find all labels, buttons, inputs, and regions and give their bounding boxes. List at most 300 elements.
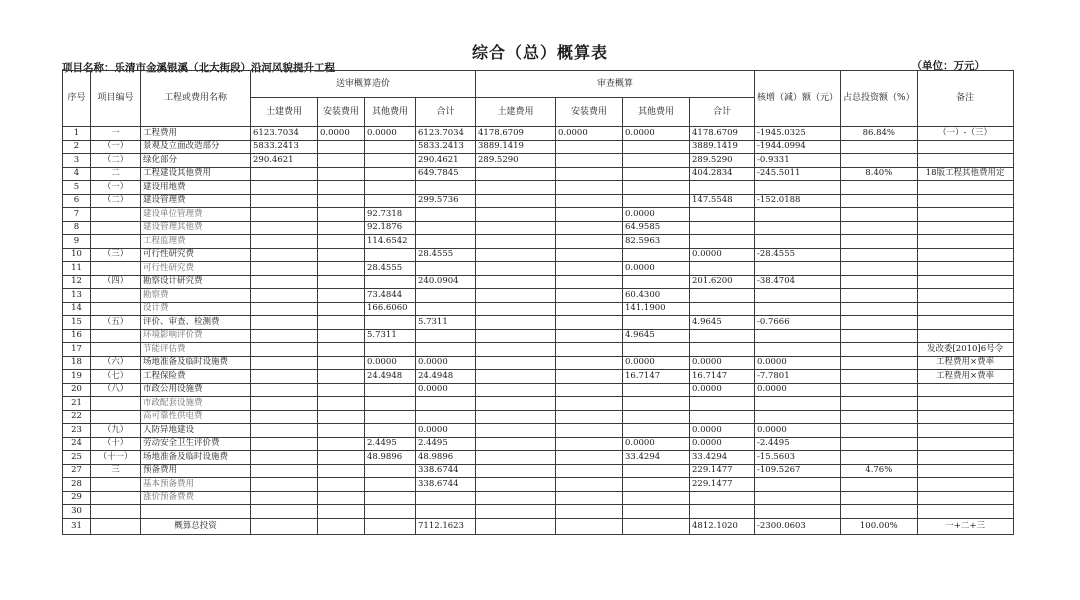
cell-r-civil [476, 370, 556, 384]
cell-r-civil [476, 221, 556, 235]
cell-change: -7.7801 [755, 370, 841, 384]
cell-s-civil [251, 275, 318, 289]
table-row [63, 383, 1014, 397]
cell-s-install [318, 356, 365, 370]
cell-r-install [556, 275, 623, 289]
cell-code [91, 491, 141, 505]
cell-seq: 30 [63, 505, 91, 519]
cell-r-install [556, 518, 623, 534]
cell-change: -15.5603 [755, 451, 841, 465]
cell-r-other [623, 316, 690, 330]
table-row [63, 518, 1014, 534]
cell-r-total [690, 208, 755, 222]
cell-remark: 18版工程其他费用定 [917, 167, 1013, 181]
cell-seq: 19 [63, 370, 91, 384]
cell-code: （四） [91, 275, 141, 289]
cell-r-other: 0.0000 [623, 437, 690, 451]
cell-ratio [841, 262, 918, 276]
cell-code: （二） [91, 194, 141, 208]
cell-r-total [690, 491, 755, 505]
cell-r-civil [476, 397, 556, 411]
cell-seq: 29 [63, 491, 91, 505]
cell-code: （五） [91, 316, 141, 330]
cell-r-install [556, 208, 623, 222]
cell-r-total [690, 302, 755, 316]
cell-s-install: 0.0000 [318, 127, 365, 141]
cell-seq: 15 [63, 316, 91, 330]
cell-r-install [556, 424, 623, 438]
header-submitted: 送审概算造价 [251, 71, 476, 98]
cell-name: 场地准备及临时设施费 [141, 451, 251, 465]
table-row [63, 505, 1014, 519]
cell-r-other [623, 275, 690, 289]
cell-s-install [318, 437, 365, 451]
cell-r-install [556, 316, 623, 330]
cell-r-install [556, 370, 623, 384]
cell-seq: 18 [63, 356, 91, 370]
cell-r-civil [476, 451, 556, 465]
table-row [63, 316, 1014, 330]
cell-r-total: 3889.1419 [690, 140, 755, 154]
table-row [63, 491, 1014, 505]
cell-r-other [623, 140, 690, 154]
table-row [63, 262, 1014, 276]
table-row [63, 410, 1014, 424]
cell-seq: 25 [63, 451, 91, 465]
header-change: 核增（减）额（元） [755, 71, 841, 127]
cell-s-total [416, 302, 476, 316]
cell-code [91, 329, 141, 343]
header-r-install: 安装费用 [556, 98, 623, 127]
cell-s-civil [251, 208, 318, 222]
cell-seq: 2 [63, 140, 91, 154]
cell-code [91, 343, 141, 357]
cell-seq: 17 [63, 343, 91, 357]
cell-r-civil [476, 518, 556, 534]
cell-remark [917, 194, 1013, 208]
cell-code [91, 208, 141, 222]
cell-remark [917, 491, 1013, 505]
cell-change [755, 343, 841, 357]
cell-remark [917, 289, 1013, 303]
cell-remark: 工程费用×费率 [917, 370, 1013, 384]
cell-code [91, 289, 141, 303]
cell-r-other: 0.0000 [623, 208, 690, 222]
cell-s-civil [251, 410, 318, 424]
cell-s-install [318, 491, 365, 505]
cell-s-total: 0.0000 [416, 383, 476, 397]
cell-r-other: 0.0000 [623, 262, 690, 276]
cell-name: 建设管理其他费 [141, 221, 251, 235]
cell-name: 环境影响评价费 [141, 329, 251, 343]
cell-s-other [365, 424, 416, 438]
cell-r-other: 141.1900 [623, 302, 690, 316]
cell-r-other [623, 397, 690, 411]
cell-r-civil [476, 302, 556, 316]
table-row [63, 464, 1014, 478]
cell-s-other [365, 383, 416, 397]
cell-s-civil [251, 329, 318, 343]
cell-s-other [365, 491, 416, 505]
cell-r-other [623, 154, 690, 168]
table-row [63, 235, 1014, 249]
cell-s-other: 73.4844 [365, 289, 416, 303]
cell-code: （十一） [91, 451, 141, 465]
cell-s-total [416, 262, 476, 276]
cell-seq: 23 [63, 424, 91, 438]
table-row [63, 275, 1014, 289]
cell-name: 节能评估费 [141, 343, 251, 357]
cell-ratio [841, 302, 918, 316]
cell-seq: 7 [63, 208, 91, 222]
header-ratio: 占总投资额（%） [841, 71, 918, 127]
cell-ratio [841, 248, 918, 262]
cell-r-civil [476, 289, 556, 303]
cell-seq: 12 [63, 275, 91, 289]
cell-name: 高可靠性供电费 [141, 410, 251, 424]
cell-remark [917, 437, 1013, 451]
cell-r-other [623, 343, 690, 357]
cell-code: （六） [91, 356, 141, 370]
cell-r-civil [476, 275, 556, 289]
cell-r-total: 289.5290 [690, 154, 755, 168]
cell-r-civil [476, 437, 556, 451]
cell-code: （十） [91, 437, 141, 451]
header-r-civil: 土建费用 [476, 98, 556, 127]
cell-remark: 一+二+三 [917, 518, 1013, 534]
header-r-other: 其他费用 [623, 98, 690, 127]
cell-remark [917, 221, 1013, 235]
cell-s-total: 2.4495 [416, 437, 476, 451]
cell-name [141, 505, 251, 519]
cell-r-civil [476, 235, 556, 249]
cell-r-install [556, 356, 623, 370]
cell-s-install [318, 478, 365, 492]
cell-s-install [318, 343, 365, 357]
cell-change: -2.4495 [755, 437, 841, 451]
cell-s-install [318, 208, 365, 222]
cell-s-civil [251, 221, 318, 235]
cell-name: 劳动安全卫生评价费 [141, 437, 251, 451]
cell-r-total [690, 221, 755, 235]
cell-ratio [841, 235, 918, 249]
cell-s-civil [251, 316, 318, 330]
cell-change [755, 262, 841, 276]
cell-s-total: 649.7845 [416, 167, 476, 181]
cell-name: 场地准备及临时设施费 [141, 356, 251, 370]
cell-r-install [556, 289, 623, 303]
cell-r-civil [476, 316, 556, 330]
cell-r-total: 4812.1020 [690, 518, 755, 534]
table-row [63, 248, 1014, 262]
cell-s-total: 338.6744 [416, 464, 476, 478]
cell-r-civil [476, 383, 556, 397]
cell-name: 工程保险费 [141, 370, 251, 384]
cell-r-install [556, 437, 623, 451]
cell-s-other: 24.4948 [365, 370, 416, 384]
cell-s-total [416, 343, 476, 357]
cell-s-total: 0.0000 [416, 424, 476, 438]
cell-r-total: 229.1477 [690, 478, 755, 492]
cell-remark: 工程费用×费率 [917, 356, 1013, 370]
cell-s-other [365, 167, 416, 181]
cell-r-total [690, 289, 755, 303]
cell-code: （一） [91, 140, 141, 154]
cell-r-other: 33.4294 [623, 451, 690, 465]
cell-s-install [318, 518, 365, 534]
cell-seq: 13 [63, 289, 91, 303]
cell-change [755, 208, 841, 222]
cell-r-civil [476, 464, 556, 478]
table-row [63, 208, 1014, 222]
cell-change: -1944.0994 [755, 140, 841, 154]
cell-change: 0.0000 [755, 383, 841, 397]
cell-name: 市政配套设施费 [141, 397, 251, 411]
cell-change: 0.0000 [755, 424, 841, 438]
cell-ratio [841, 181, 918, 195]
cell-remark: 发改委[2010]6号令 [917, 343, 1013, 357]
cell-change: -1945.0325 [755, 127, 841, 141]
cell-remark [917, 410, 1013, 424]
table-row [63, 302, 1014, 316]
cell-change [755, 329, 841, 343]
cell-ratio [841, 194, 918, 208]
cell-s-civil [251, 167, 318, 181]
cell-name: 基本预备费用 [141, 478, 251, 492]
cell-r-install [556, 464, 623, 478]
cell-r-other [623, 181, 690, 195]
cell-s-other: 0.0000 [365, 356, 416, 370]
cell-r-total: 0.0000 [690, 248, 755, 262]
cell-r-other [623, 464, 690, 478]
project-name: 项目名称：乐清市金溪银溪（北大街段）沿河风貌提升工程 [62, 62, 335, 74]
cell-r-other: 0.0000 [623, 356, 690, 370]
cell-s-total: 24.4948 [416, 370, 476, 384]
cell-r-other: 0.0000 [623, 127, 690, 141]
cell-s-install [318, 329, 365, 343]
cell-r-civil [476, 478, 556, 492]
cell-r-other [623, 518, 690, 534]
cell-r-install [556, 235, 623, 249]
cell-code [91, 518, 141, 534]
cell-r-install [556, 343, 623, 357]
cell-code: 一 [91, 127, 141, 141]
cell-change: -152.0188 [755, 194, 841, 208]
cell-r-other: 16.7147 [623, 370, 690, 384]
cell-code: （一） [91, 181, 141, 195]
cell-code: （七） [91, 370, 141, 384]
header-r-total: 合计 [690, 98, 755, 127]
cell-r-total [690, 235, 755, 249]
cell-ratio [841, 370, 918, 384]
header-remark: 备注 [917, 71, 1013, 127]
cell-s-other [365, 464, 416, 478]
cell-s-total [416, 397, 476, 411]
table-row [63, 356, 1014, 370]
cell-r-civil [476, 208, 556, 222]
cell-change [755, 505, 841, 519]
cell-s-civil [251, 397, 318, 411]
cell-r-total: 0.0000 [690, 356, 755, 370]
cell-s-other: 5.7311 [365, 329, 416, 343]
cell-change: -0.9331 [755, 154, 841, 168]
cell-name: 建设用地费 [141, 181, 251, 195]
page-title: 综合（总）概算表 [471, 43, 608, 62]
cell-r-civil [476, 329, 556, 343]
cell-s-other: 0.0000 [365, 127, 416, 141]
cell-r-other [623, 248, 690, 262]
cell-s-total: 299.5736 [416, 194, 476, 208]
cell-s-total: 338.6744 [416, 478, 476, 492]
table-row [63, 437, 1014, 451]
cell-s-other: 92.1876 [365, 221, 416, 235]
cell-remark [917, 316, 1013, 330]
cell-s-other [365, 181, 416, 195]
cell-r-civil [476, 356, 556, 370]
cell-r-install [556, 167, 623, 181]
cell-change [755, 397, 841, 411]
cell-r-install [556, 154, 623, 168]
cell-s-other: 166.6060 [365, 302, 416, 316]
cell-change: 0.0000 [755, 356, 841, 370]
cell-seq: 27 [63, 464, 91, 478]
cell-s-other [365, 343, 416, 357]
cell-seq: 22 [63, 410, 91, 424]
cell-ratio: 100.00% [841, 518, 918, 534]
header-s-civil: 土建费用 [251, 98, 318, 127]
cell-s-install [318, 505, 365, 519]
cell-r-civil: 289.5290 [476, 154, 556, 168]
cell-s-install [318, 289, 365, 303]
cell-r-other: 64.9585 [623, 221, 690, 235]
cell-r-civil [476, 424, 556, 438]
cell-seq: 10 [63, 248, 91, 262]
cell-ratio [841, 316, 918, 330]
cell-r-other [623, 383, 690, 397]
cell-ratio [841, 140, 918, 154]
cell-s-civil [251, 235, 318, 249]
cell-s-total: 28.4555 [416, 248, 476, 262]
cell-s-civil [251, 181, 318, 195]
cell-seq: 24 [63, 437, 91, 451]
cell-r-civil [476, 505, 556, 519]
cell-ratio [841, 221, 918, 235]
cell-name: 概算总投资 [141, 518, 251, 534]
cell-ratio [841, 451, 918, 465]
cell-ratio [841, 208, 918, 222]
table-row [63, 478, 1014, 492]
cell-remark [917, 181, 1013, 195]
cell-code: 二 [91, 167, 141, 181]
unit-label: （单位：万元） [911, 60, 985, 72]
cell-s-install [318, 154, 365, 168]
cell-code [91, 302, 141, 316]
cell-s-civil: 290.4621 [251, 154, 318, 168]
cell-change [755, 302, 841, 316]
cell-name: 评价、审查、检测费 [141, 316, 251, 330]
cell-remark [917, 275, 1013, 289]
table-body [63, 127, 1014, 535]
cell-ratio [841, 478, 918, 492]
cell-code [91, 410, 141, 424]
cell-change [755, 491, 841, 505]
cell-r-install [556, 302, 623, 316]
cell-s-install [318, 302, 365, 316]
cell-ratio [841, 491, 918, 505]
cell-remark [917, 464, 1013, 478]
cell-ratio: 86.84% [841, 127, 918, 141]
cell-name: 人防异地建设 [141, 424, 251, 438]
cell-code [91, 235, 141, 249]
cell-seq: 9 [63, 235, 91, 249]
cell-s-total [416, 181, 476, 195]
cell-r-total: 201.6200 [690, 275, 755, 289]
cell-s-other [365, 316, 416, 330]
cell-s-total: 48.9896 [416, 451, 476, 465]
cell-seq: 28 [63, 478, 91, 492]
cell-r-install [556, 451, 623, 465]
table-row [63, 221, 1014, 235]
cell-r-other [623, 194, 690, 208]
cell-s-civil [251, 518, 318, 534]
cell-s-civil [251, 491, 318, 505]
cell-s-other [365, 478, 416, 492]
cell-r-total: 0.0000 [690, 437, 755, 451]
cell-s-install [318, 316, 365, 330]
estimate-table [62, 70, 1014, 535]
cell-r-total: 0.0000 [690, 383, 755, 397]
cell-remark [917, 478, 1013, 492]
cell-remark [917, 329, 1013, 343]
cell-change: -28.4555 [755, 248, 841, 262]
cell-s-install [318, 248, 365, 262]
cell-r-civil [476, 262, 556, 276]
header-s-install: 安装费用 [318, 98, 365, 127]
cell-code: （三） [91, 248, 141, 262]
cell-s-other [365, 140, 416, 154]
cell-s-install [318, 181, 365, 195]
cell-s-total [416, 289, 476, 303]
cell-s-total: 290.4621 [416, 154, 476, 168]
cell-ratio [841, 154, 918, 168]
cell-s-civil [251, 302, 318, 316]
cell-s-install [318, 451, 365, 465]
cell-remark [917, 208, 1013, 222]
cell-remark [917, 248, 1013, 262]
cell-r-total [690, 181, 755, 195]
cell-r-civil [476, 248, 556, 262]
cell-s-civil [251, 478, 318, 492]
cell-r-total: 16.7147 [690, 370, 755, 384]
cell-change: -0.7666 [755, 316, 841, 330]
cell-s-civil [251, 451, 318, 465]
cell-r-other [623, 410, 690, 424]
cell-r-other: 4.9645 [623, 329, 690, 343]
cell-s-civil [251, 424, 318, 438]
cell-change [755, 235, 841, 249]
cell-s-civil [251, 343, 318, 357]
cell-name: 工程建设其他费用 [141, 167, 251, 181]
cell-name: 预备费用 [141, 464, 251, 478]
cell-ratio [841, 505, 918, 519]
cell-s-total: 7112.1623 [416, 518, 476, 534]
cell-change [755, 181, 841, 195]
cell-s-install [318, 194, 365, 208]
cell-s-install [318, 262, 365, 276]
cell-s-total [416, 505, 476, 519]
cell-r-install [556, 262, 623, 276]
table-row [63, 167, 1014, 181]
